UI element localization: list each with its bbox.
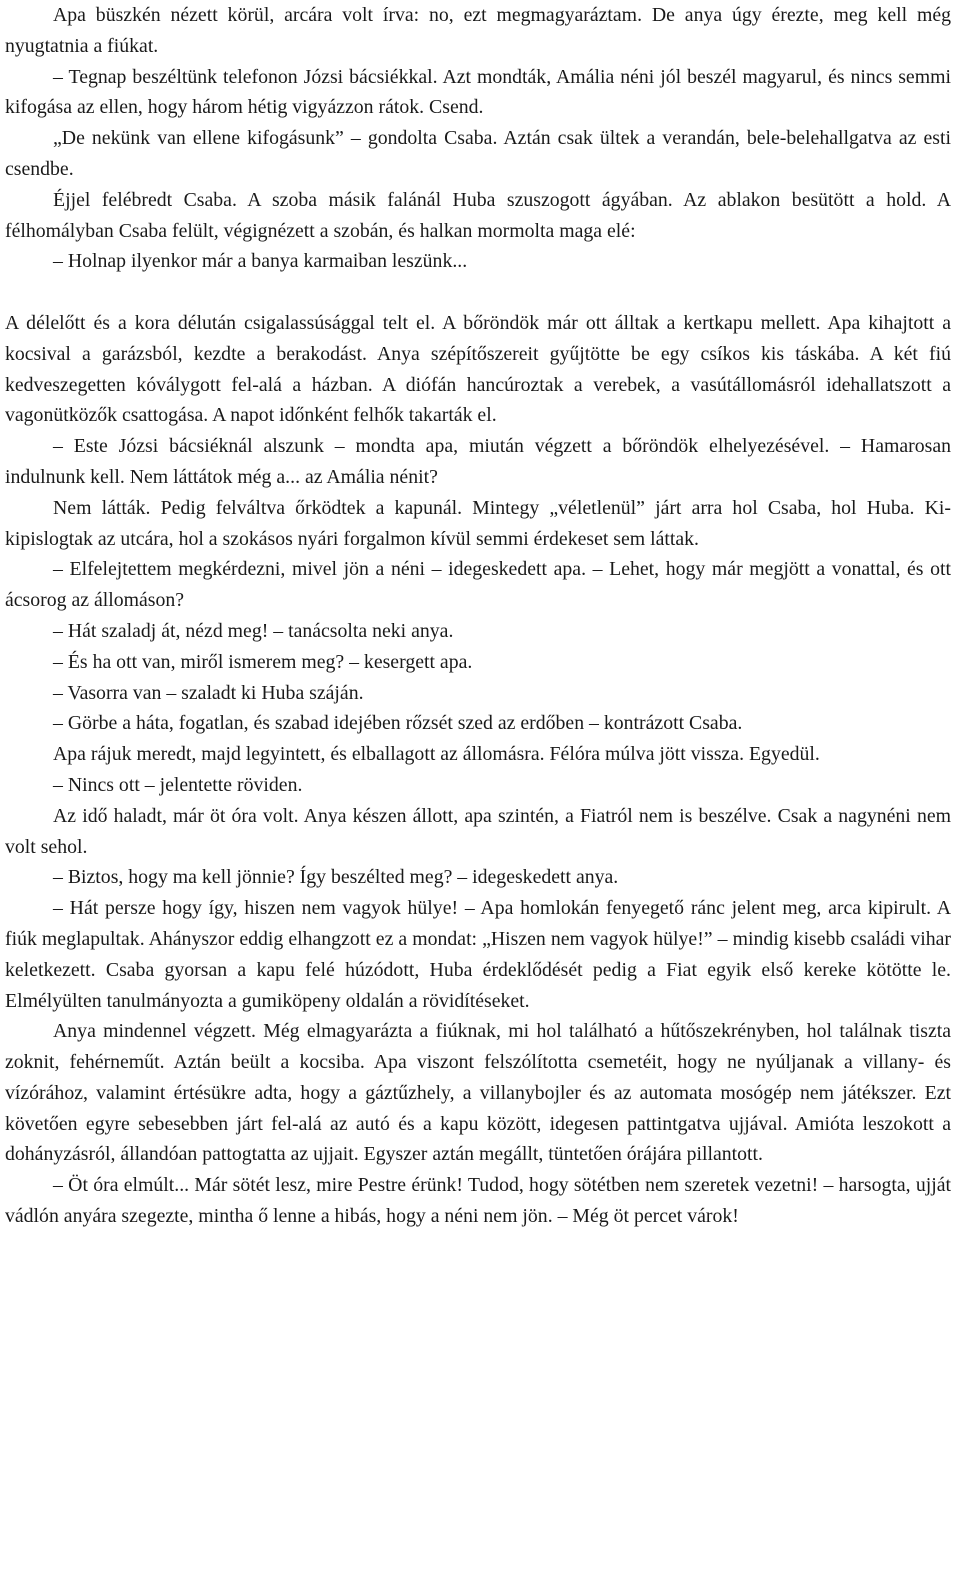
paragraph: Éjjel felébredt Csaba. A szoba másik falánál Huba szuszogott ágyában. Az ablakon besütött a hold. A félhomályban Csaba felült, végignézett a szobán, és halkan mormolta maga elé: (5, 188, 956, 242)
paragraph: Az idő haladt, már öt óra volt. Anya készen állott, apa szintén, a Fiatról nem is beszélve. Csak a nagynéni nem volt sehol. (5, 804, 956, 858)
paragraph: – Elfelejtettem megkérdezni, mivel jön a néni – idegeskedett apa. – Lehet, hogy már megjött a vonattal, és ott ácsorog az állomáson? (5, 558, 956, 612)
paragraph: – Hát persze hogy így, hiszen nem vagyok hülye! – Apa homlokán fenyegető ránc jelent meg, arca kipirult. A fiúk meglapultak. Ahányszor eddig elhangzott ez a mondat: „Hiszen nem vagyok hülye!” – mindig kisebb családi vihar keletkezett. Csaba gyorsan a kapu felé húzódott, Huba érdeklődését pedig a Fiat egyik első kereke kötötte le. Elmélyülten tanulmányozta a gumiköpeny oldalán a rövidítéseket. (5, 897, 956, 1012)
paragraph: Apa büszkén nézett körül, arcára volt írva: no, ezt megmagyaráztam. De anya úgy érezte, meg kell még nyugtatnia a fiúkat. (5, 4, 956, 57)
paragraph: – Hát szaladj át, nézd meg! – tanácsolta neki anya. (53, 619, 454, 642)
paragraph: – Nincs ott – jelentette röviden. (53, 773, 303, 796)
paragraph: – Vasorra van – szaladt ki Huba száján. (53, 681, 364, 704)
paragraph: – Biztos, hogy ma kell jönnie? Így beszélted meg? – idegeskedett anya. (53, 866, 619, 889)
paragraph: – Görbe a háta, fogatlan, és szabad idejében rőzsét szed az erdőben – kontrázott Csaba. (53, 712, 743, 735)
paragraph: Apa rájuk meredt, majd legyintett, és elballagott az állomásra. Félóra múlva jött vissza. Egyedül. (53, 743, 820, 766)
paragraph: – Holnap ilyenkor már a banya karmaiban leszünk... (53, 250, 468, 273)
paragraph: Anya mindennel végzett. Még elmagyarázta a fiúknak, mi hol található a hűtőszekrényben, hol találnak tiszta zoknit, fehérneműt. Aztán beült a kocsiba. Apa viszont felszólította csemetéit, hogy ne nyúljanak a villany- és vízórához, valamint értésükre adta, hogy a gáztűzhely, a villanybojler és az automata mosógép nem játékszer. Ezt követően egyre sebesebben járt fel-alá az autó és a kapu között, idegesen pattintgatva ujjával. Amióta leszokott a dohányzásról, állandóan pattogtatta az ujjait. Egyszer aztán megállt, tüntetően órájára pillantott. (5, 1020, 956, 1166)
paragraph: – Öt óra elmúlt... Már sötét lesz, mire Pestre érünk! Tudod, hogy sötétben nem szeretek vezetni! – harsogta, ujját vádlón anyára szegezte, mintha ő lenne a hibás, hogy a néni nem jön. – Még öt percet várok! (5, 1174, 956, 1228)
paragraph: Nem látták. Pedig felváltva őrködtek a kapunál. Mintegy „véletlenül” járt arra hol Csaba, hol Huba. Ki-kipislogtak az utcára, hol a szokásos nyári forgalmon kívül semmi érdekeset sem láttak. (5, 496, 951, 550)
paragraph: A délelőtt és a kora délután csigalassúsággal telt el. A bőröndök már ott álltak a kertkapu mellett. Apa kihajtott a kocsival a garázsból, kezdte a berakodást. Anya szépítőszereit gyűjtötte be egy csíkos kis táskába. A két fiú kedveszegetten kóválygott fel-alá a házban. A diófán hancúroztak a verebek, a vasútállomásról idehallatszott a vagonütközők csattogása. A napot időnként felhők takarták el. (5, 311, 956, 427)
paragraph: – Este Józsi bácsiéknál alszunk – mondta apa, miután végzett a bőröndök elhelyezésével. – Hamarosan indulnunk kell. Nem láttátok még a... az Amália nénit? (5, 435, 956, 488)
paragraph: „De nekünk van ellene kifogásunk” – gondolta Csaba. Aztán csak ültek a verandán, bele-belehallgatva az esti csendbe. (5, 127, 956, 180)
paragraph: – És ha ott van, miről ismerem meg? – kesergett apa. (53, 650, 473, 673)
paragraph: – Tegnap beszéltünk telefonon Józsi bácsiékkal. Azt mondták, Amália néni jól beszél magyarul, és nincs semmi kifogása az ellen, hogy három hétig vigyázzon rátok. Csend. (5, 65, 956, 119)
